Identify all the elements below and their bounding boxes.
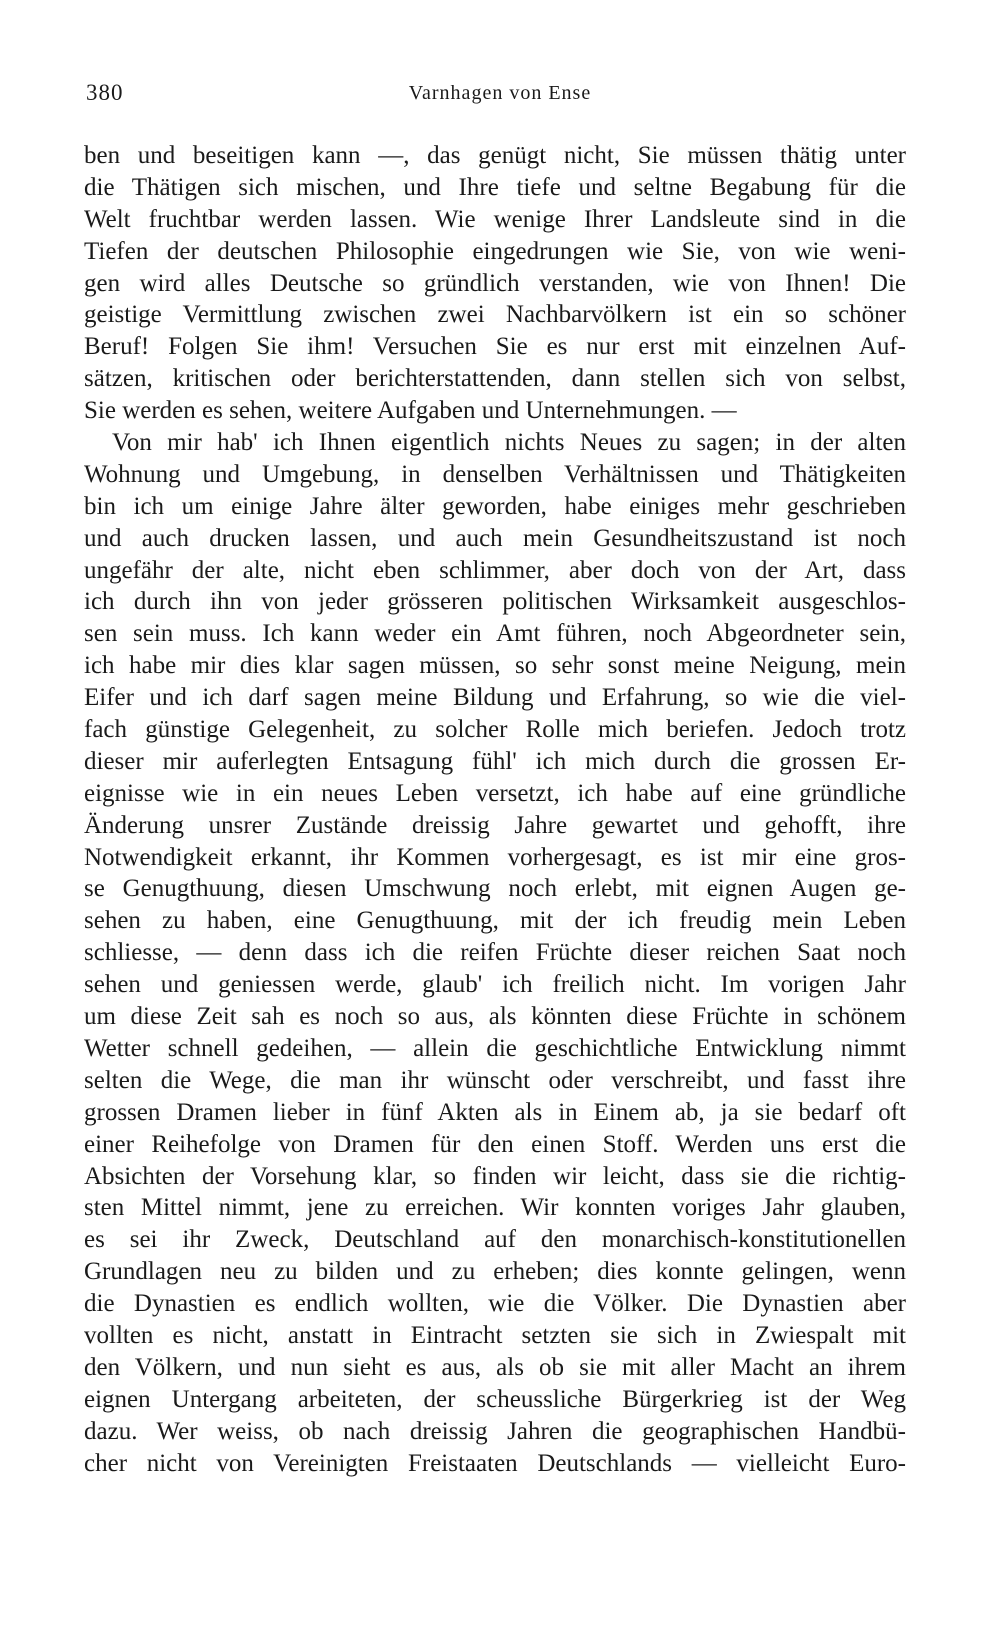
text-line: die Dynastien es endlich wollten, wie die Völker. Die Dynastien aber (84, 1290, 906, 1318)
text-line: es sei ihr Zweck, Deutschland auf den monarchisch-konstitutionellen (84, 1226, 906, 1254)
page-number: 380 (86, 80, 124, 105)
text-line: Grundlagen neu zu bilden und zu erheben; dies konnte gelingen, wenn (84, 1258, 906, 1286)
text-line: ben und beseitigen kann —, das genügt nicht, Sie müssen thätig unter (84, 142, 906, 169)
text-line: Notwendigkeit erkannt, ihr Kommen vorhergesagt, es ist mir eine gros- (84, 843, 906, 871)
text-line: eignisse wie in ein neues Leben versetzt, ich habe auf eine gründliche (84, 779, 906, 807)
running-title: Varnhagen von Ense (408, 82, 592, 104)
text-line: Änderung unsrer Zustände dreissig Jahre gewartet und gehofft, ihre (84, 811, 906, 839)
text-line: vollten es nicht, anstatt in Eintracht setzten sie sich in Zwiespalt mit (84, 1321, 906, 1349)
text-line: Tiefen der deutschen Philosophie eingedrungen wie Sie, von wie weni- (84, 237, 906, 265)
text-line: Absichten der Vorsehung klar, so finden wir leicht, dass sie die richtig- (84, 1162, 906, 1190)
text-line: sehen zu haben, eine Genugthuung, mit der ich freudig mein Leben (84, 907, 906, 935)
body-text (84, 140, 906, 1479)
text-line: dieser mir auferlegten Entsagung fühl' ich mich durch die grossen Er- (84, 747, 906, 775)
text-line: Wetter schnell gedeihen, — allein die geschichtliche Entwicklung nimmt (84, 1034, 906, 1062)
text-line: sten Mittel nimmt, jene zu erreichen. Wir konnten voriges Jahr glauben, (84, 1194, 906, 1222)
text-line: einer Reihefolge von Dramen für den einen Stoff. Werden uns erst die (84, 1130, 906, 1158)
text-line: Beruf! Folgen Sie ihm! Versuchen Sie es nur erst mit einzelnen Auf- (84, 333, 906, 361)
text-line: sehen und geniessen werde, glaub' ich freilich nicht. Im vorigen Jahr (84, 971, 906, 999)
text-line: um diese Zeit sah es noch so aus, als könnten diese Früchte in schönem (84, 1003, 906, 1031)
text-line: eignen Untergang arbeiteten, der scheussliche Bürgerkrieg ist der Weg (84, 1385, 906, 1413)
text-line: bin ich um einige Jahre älter geworden, habe einiges mehr geschrieben (84, 492, 906, 520)
text-line: Wohnung und Umgebung, in denselben Verhältnissen und Thätigkeiten (84, 460, 906, 488)
text-line: den Völkern, und nun sieht es aus, als ob sie mit aller Macht an ihrem (84, 1353, 906, 1381)
text-line: ich durch ihn von jeder grösseren politischen Wirksamkeit ausgeschlos- (84, 588, 906, 616)
text-line: grossen Dramen lieber in fünf Akten als in Einem ab, ja sie bedarf oft (84, 1098, 906, 1126)
text-line: Welt fruchtbar werden lassen. Wie wenige Ihrer Landsleute sind in die (84, 205, 906, 233)
text-line: Eifer und ich darf sagen meine Bildung und Erfahrung, so wie die viel- (84, 684, 906, 712)
text-line: die Thätigen sich mischen, und Ihre tiefe und seltne Begabung für die (84, 173, 906, 201)
text-line-paragraph-end: Sie werden es sehen, weitere Aufgaben und Unternehmungen. — (84, 397, 737, 425)
text-line: sen sein muss. Ich kann weder ein Amt führen, noch Abgeordneter sein, (84, 620, 906, 648)
text-line: ich habe mir dies klar sagen müssen, so sehr sonst meine Neigung, mein (84, 652, 906, 680)
text-line-paragraph-start: Von mir hab' ich Ihnen eigentlich nichts Neues zu sagen; in der alten (112, 429, 906, 457)
text-line: se Genugthuung, diesen Umschwung noch erlebt, mit eignen Augen ge- (84, 875, 906, 903)
text-line: geistige Vermittlung zwischen zwei Nachbarvölkern ist ein so schöner (84, 301, 906, 329)
text-line: dazu. Wer weiss, ob nach dreissig Jahren die geographischen Handbü- (84, 1417, 906, 1445)
text-line: schliesse, — denn dass ich die reifen Früchte dieser reichen Saat noch (84, 939, 906, 967)
text-line: selten die Wege, die man ihr wünscht oder verschreibt, und fasst ihre (84, 1066, 906, 1094)
text-line: ungefähr der alte, nicht eben schlimmer, aber doch von der Art, dass (84, 556, 906, 584)
text-line: gen wird alles Deutsche so gründlich verstanden, wie von Ihnen! Die (84, 269, 906, 297)
text-line: cher nicht von Vereinigten Freistaaten Deutschlands — vielleicht Euro- (84, 1449, 906, 1477)
text-line: und auch drucken lassen, und auch mein Gesundheitszustand ist noch (84, 524, 906, 552)
text-line: fach günstige Gelegenheit, zu solcher Rolle mich beriefen. Jedoch trotz (84, 716, 906, 744)
text-line: sätzen, kritischen oder berichterstattenden, dann stellen sich von selbst, (84, 365, 906, 393)
